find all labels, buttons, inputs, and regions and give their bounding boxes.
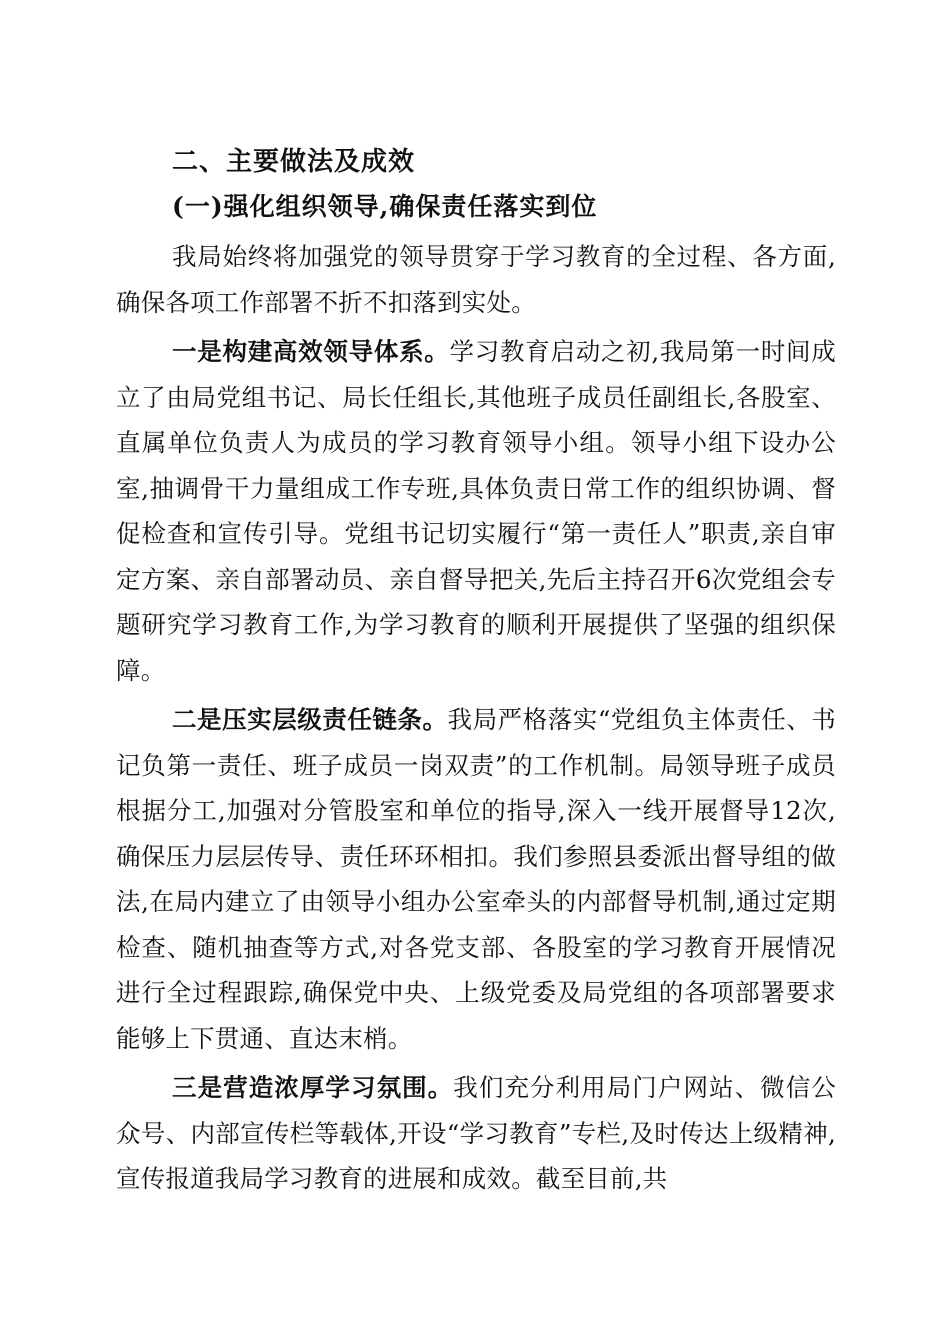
paragraph-responsibility-chain [116,697,836,1061]
paragraph-learning-atmosphere [116,1065,836,1202]
paragraph-text: 我局始终将加强党的领导贯穿于学习教育的全过程、各方面,确保各项工作部署不折不扣落到实处。 [116,242,836,317]
section-heading: 二、主要做法及成效 [172,147,416,177]
paragraph-text: 学习教育启动之初,我局第一时间成立了由局党组书记、局长任组长,其他班子成员任副组长,各股室、直属单位负责人为成员的学习教育领导小组。领导小组下设办公室,抽调骨干力量组成工作专班,具体负责日常工作的组织协调、督促检查和宣传引导。党组书记切实履行“第一责任人”职责,亲自审定方案、亲自部署动员、亲自督导把关,先后主持召开6次党组会专题研究学习教育工作,为学习教育的顺利开展提供了坚强的组织保障。 [116,337,836,685]
paragraph-leadership-system [116,329,836,693]
subsection-heading: (一)强化组织领导,确保责任落实到位 [172,192,598,221]
intro-paragraph [116,234,836,325]
document-body [116,140,836,1202]
paragraph-lead: 三是营造浓厚学习氛围。 [172,1073,454,1102]
paragraph-lead: 二是压实层级责任链条。 [172,705,448,734]
paragraph-text: 我局严格落实“党组负主体责任、书记负第一责任、班子成员一岗双责”的工作机制。局领导班子成员根据分工,加强对分管股室和单位的指导,深入一线开展督导12次,确保压力层层传导、责任环环相扣。我们参照县委派出督导组的做法,在局内建立了由领导小组办公室牵头的内部督导机制,通过定期检查、随机抽查等方式,对各党支部、各股室的学习教育开展情况进行全过程跟踪,确保党中央、上级党委及局党组的各项部署要求能够上下贯通、直达末梢。 [116,705,836,1053]
paragraph-lead: 一是构建高效领导体系。 [172,337,450,366]
paragraph-text: 我们充分利用局门户网站、微信公众号、内部宣传栏等载体,开设“学习教育”专栏,及时传达上级精神,宣传报道我局学习教育的进展和成效。截至目前,共 [116,1073,837,1193]
